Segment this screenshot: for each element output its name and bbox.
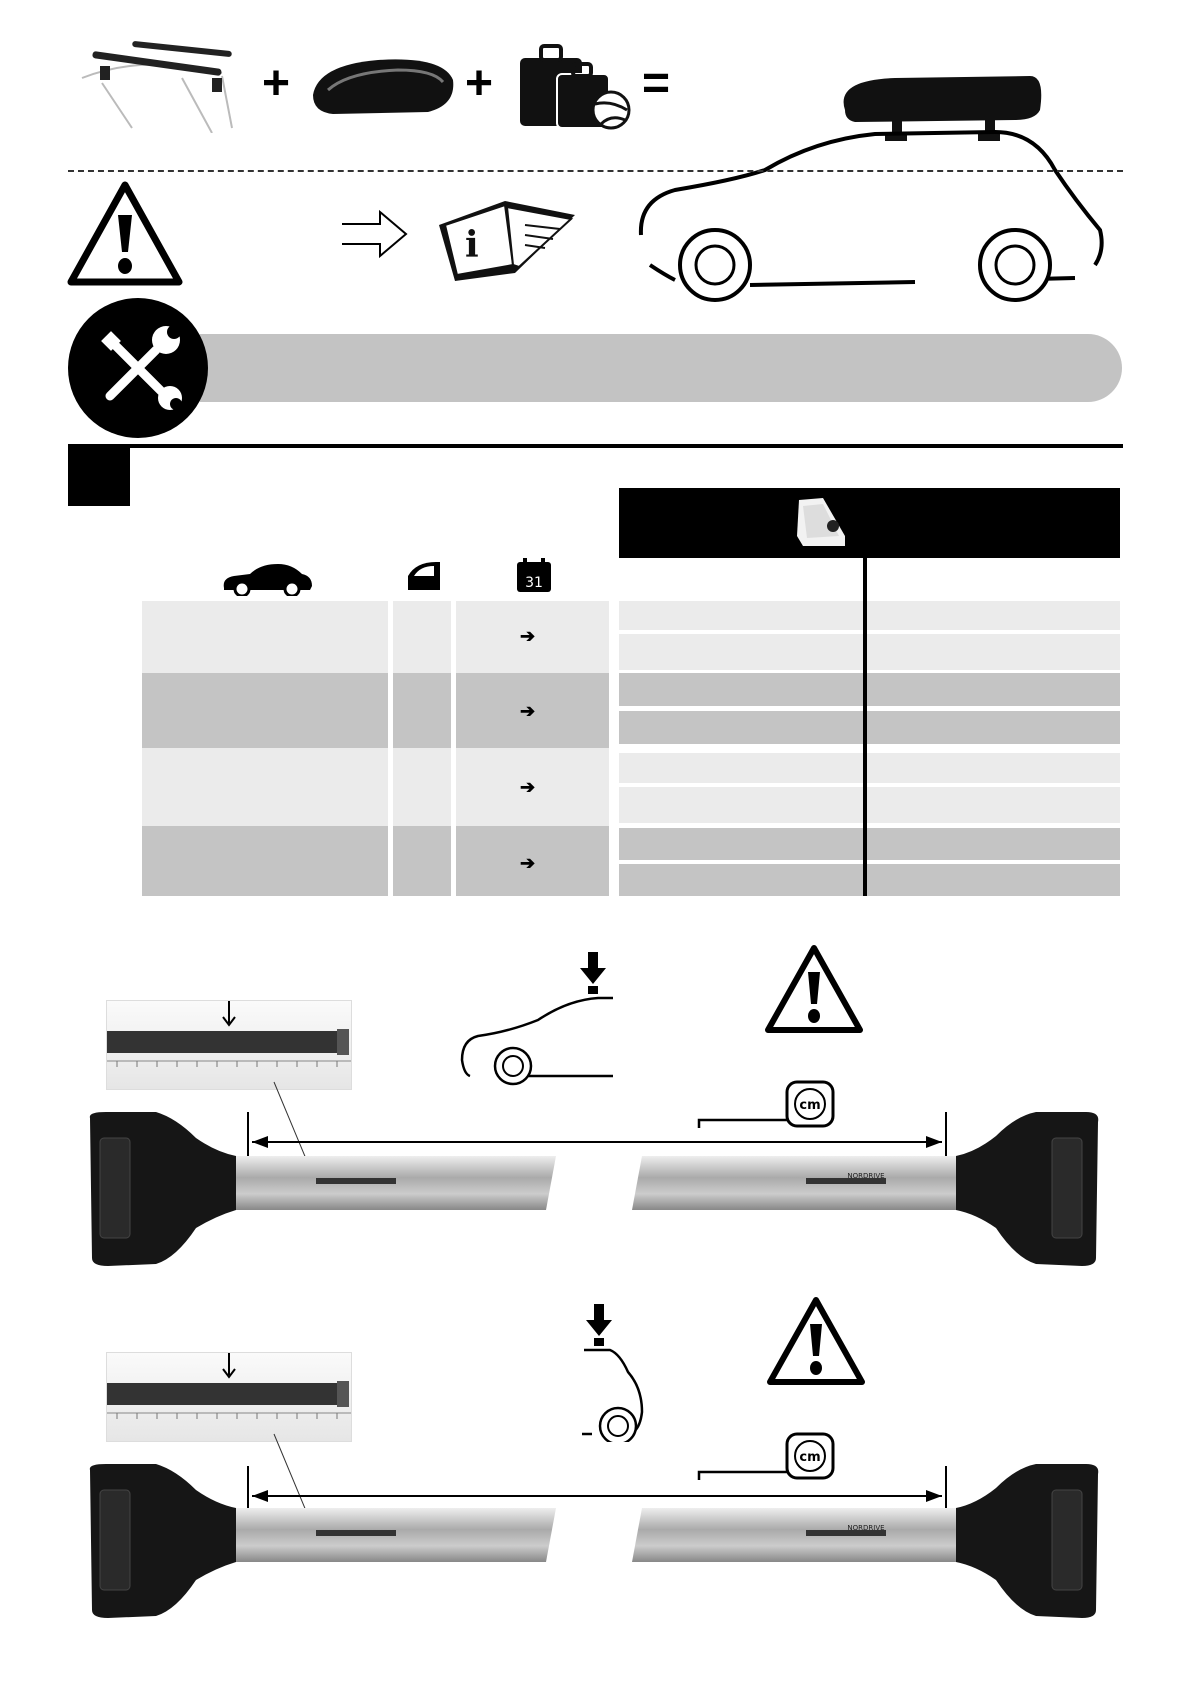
table-row-3-model [142, 748, 388, 826]
step-rule [68, 444, 1123, 448]
door-icon [406, 560, 442, 592]
table-row-3-doors [393, 748, 451, 826]
bar-brand-label: NORDRIVE [847, 1524, 885, 1532]
table-row-2-doors [393, 673, 451, 748]
scale-closeup-photo-rear [106, 1352, 352, 1442]
foot-row-4a [619, 828, 1120, 860]
table-row-4-doors [393, 826, 451, 896]
table-row-4-model [142, 826, 388, 896]
roof-rack-icon [72, 38, 242, 133]
roof-box-icon [308, 50, 458, 122]
table-row-1-arrow: ➔ [520, 626, 536, 646]
front-car-position-icon [458, 950, 618, 1086]
tools-banner [200, 334, 1122, 402]
warning-icon [764, 944, 864, 1034]
tools-badge [68, 298, 208, 438]
luggage-icon [515, 40, 637, 130]
bar-brand-label: NORDRIVE [847, 1172, 885, 1180]
foot-row-2a [619, 673, 1120, 706]
roof-bar-front [86, 1108, 1102, 1268]
tape-unit-label: cm [799, 1098, 821, 1113]
double-arrow-icon [340, 208, 410, 260]
plus-sign: + [465, 57, 494, 110]
table-row-2-model [142, 673, 388, 748]
car-with-roof-box-illustration [635, 70, 1115, 308]
column-divider [863, 558, 867, 896]
scale-closeup-photo-front [106, 1000, 352, 1090]
car-model-icon [220, 562, 314, 596]
svg-text:i: i [465, 224, 479, 266]
roof-bar-rear [86, 1460, 1102, 1620]
instruction-manual-icon [435, 195, 587, 285]
foot-row-2b [619, 711, 1120, 744]
table-row-3-arrow: ➔ [520, 777, 536, 797]
wrench-screwdriver-icon [68, 298, 208, 438]
foot-column-header [619, 488, 1120, 558]
equals-sign: = [642, 57, 671, 110]
rack-foot-icon [787, 496, 849, 550]
step-marker [68, 448, 130, 506]
foot-row-3b [619, 787, 1120, 823]
table-row-1-doors [393, 601, 451, 673]
rear-car-position-icon [580, 1302, 670, 1442]
foot-row-4b [619, 864, 1120, 896]
table-row-2-arrow: ➔ [520, 701, 536, 721]
table-row-4-arrow: ➔ [520, 853, 536, 873]
tape-unit-label: cm [799, 1450, 821, 1465]
plus-sign: + [262, 57, 291, 110]
foot-row-1a [619, 601, 1120, 630]
table-row-1-model [142, 601, 388, 673]
foot-row-1b [619, 634, 1120, 670]
calendar-icon [515, 556, 553, 594]
warning-icon [66, 180, 184, 288]
section-divider [68, 170, 1123, 172]
calendar-day: 31 [525, 575, 543, 591]
foot-row-3a [619, 753, 1120, 783]
warning-icon [766, 1296, 866, 1386]
